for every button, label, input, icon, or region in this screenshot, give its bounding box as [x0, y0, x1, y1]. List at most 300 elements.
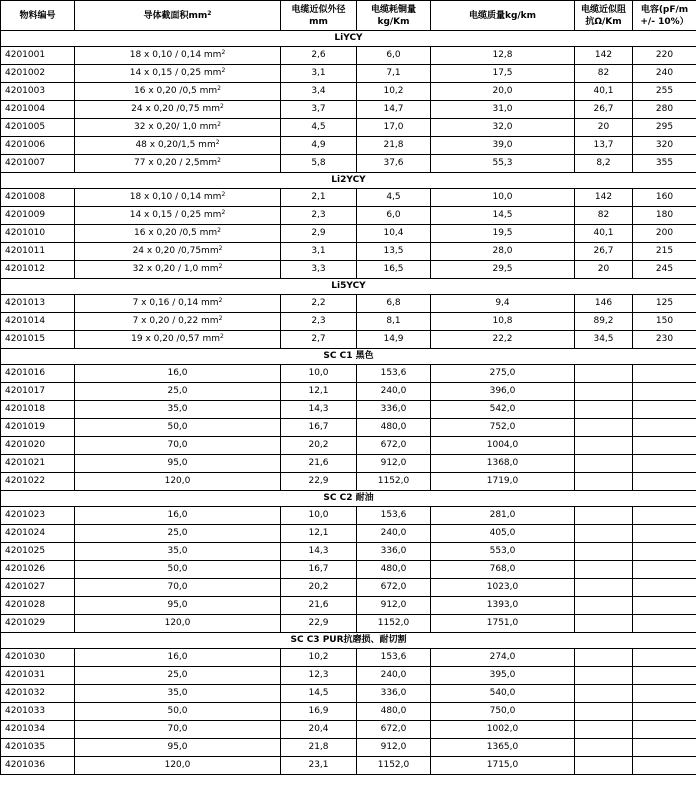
header-section-sup: 2	[207, 9, 212, 17]
cell-resistance	[575, 543, 633, 561]
table-row	[1, 597, 696, 615]
cell-copper: 14,9	[357, 331, 431, 349]
cell-resistance	[575, 365, 633, 383]
table-row	[1, 261, 696, 279]
cell-copper: 912,0	[357, 597, 431, 615]
cell-weight: 281,0	[431, 507, 575, 525]
cell-weight: 29,5	[431, 261, 575, 279]
cell-code: 4201026	[1, 561, 75, 579]
cell-weight: 14,5	[431, 207, 575, 225]
cell-code: 4201027	[1, 579, 75, 597]
cell-section: 95,0	[75, 597, 281, 615]
cell-capacitance: 355	[633, 155, 696, 173]
cell-weight: 553,0	[431, 543, 575, 561]
cell-copper: 240,0	[357, 667, 431, 685]
cell-weight: 1368,0	[431, 455, 575, 473]
cell-section-text: 24 x 0,20 /0,75 mm	[131, 104, 221, 114]
cell-copper: 240,0	[357, 525, 431, 543]
cell-section-text: 14 x 0,15 / 0,25 mm	[129, 210, 222, 220]
table-row	[1, 243, 696, 261]
cell-copper: 336,0	[357, 401, 431, 419]
cell-diameter: 2,9	[281, 225, 357, 243]
cell-section: 25,0	[75, 525, 281, 543]
cell-section-sup: 2	[218, 297, 223, 304]
cell-capacitance: 245	[633, 261, 696, 279]
cell-weight: 32,0	[431, 119, 575, 137]
cell-capacitance: 220	[633, 47, 696, 65]
cell-capacitance: 125	[633, 295, 696, 313]
header-resistance	[575, 1, 633, 31]
cell-section: 50,0	[75, 703, 281, 721]
cell-diameter: 3,4	[281, 83, 357, 101]
cell-diameter: 23,1	[281, 757, 357, 775]
cell-resistance	[575, 685, 633, 703]
cell-copper: 153,6	[357, 507, 431, 525]
cell-code: 4201023	[1, 507, 75, 525]
cell-section: 25,0	[75, 667, 281, 685]
cell-weight: 1751,0	[431, 615, 575, 633]
cell-resistance	[575, 561, 633, 579]
header-diameter-line2: mm	[309, 16, 328, 27]
cell-section	[75, 207, 281, 225]
cell-resistance	[575, 507, 633, 525]
table-row	[1, 579, 696, 597]
cell-copper: 480,0	[357, 703, 431, 721]
header-diameter	[281, 1, 357, 31]
cell-code: 4201020	[1, 437, 75, 455]
cell-weight: 540,0	[431, 685, 575, 703]
header-weight-text: 电缆质量kg/km	[468, 10, 537, 21]
cell-diameter: 2,2	[281, 295, 357, 313]
cell-code: 4201014	[1, 313, 75, 331]
cell-section-text: 14 x 0,15 / 0,25 mm	[129, 68, 222, 78]
cell-diameter: 10,0	[281, 507, 357, 525]
table-body	[1, 31, 696, 775]
cell-section	[75, 189, 281, 207]
cell-section: 25,0	[75, 383, 281, 401]
cell-code: 4201015	[1, 331, 75, 349]
cell-resistance	[575, 721, 633, 739]
table-row	[1, 419, 696, 437]
cell-resistance: 8,2	[575, 155, 633, 173]
cell-capacitance: 180	[633, 207, 696, 225]
cell-section	[75, 225, 281, 243]
cell-diameter: 2,3	[281, 313, 357, 331]
cell-copper: 240,0	[357, 383, 431, 401]
cell-section: 50,0	[75, 419, 281, 437]
cell-code: 4201002	[1, 65, 75, 83]
cell-section-sup: 2	[215, 139, 220, 146]
cell-resistance: 26,7	[575, 101, 633, 119]
section-row	[1, 633, 696, 649]
cell-capacitance	[633, 721, 696, 739]
cell-resistance	[575, 525, 633, 543]
cell-resistance	[575, 579, 633, 597]
cell-copper: 672,0	[357, 721, 431, 739]
header-resistance-line2: 抗Ω/Km	[585, 16, 622, 27]
header-capacitance	[633, 1, 696, 31]
cell-diameter: 20,4	[281, 721, 357, 739]
section-row	[1, 31, 696, 47]
cell-section-text: 7 x 0,16 / 0,14 mm	[132, 298, 219, 308]
table-header	[1, 1, 696, 31]
header-section	[75, 1, 281, 31]
cell-resistance	[575, 383, 633, 401]
cell-capacitance	[633, 401, 696, 419]
cell-weight: 10,8	[431, 313, 575, 331]
cell-capacitance: 200	[633, 225, 696, 243]
cell-diameter: 21,6	[281, 597, 357, 615]
cell-weight: 1715,0	[431, 757, 575, 775]
cell-capacitance: 255	[633, 83, 696, 101]
cell-resistance: 142	[575, 47, 633, 65]
cell-capacitance: 215	[633, 243, 696, 261]
cell-section-sup: 2	[218, 315, 223, 322]
cell-code: 4201017	[1, 383, 75, 401]
cell-resistance	[575, 703, 633, 721]
cell-code: 4201016	[1, 365, 75, 383]
cell-section	[75, 47, 281, 65]
cell-code: 4201007	[1, 155, 75, 173]
cell-diameter: 16,9	[281, 703, 357, 721]
header-copper	[357, 1, 431, 31]
cell-weight: 542,0	[431, 401, 575, 419]
cell-section-text: 18 x 0,10 / 0,14 mm	[129, 50, 222, 60]
cell-diameter: 3,1	[281, 65, 357, 83]
cell-resistance	[575, 667, 633, 685]
table-row	[1, 47, 696, 65]
table-row	[1, 401, 696, 419]
table-row	[1, 739, 696, 757]
cell-copper: 6,0	[357, 207, 431, 225]
cell-resistance	[575, 419, 633, 437]
cell-capacitance: 230	[633, 331, 696, 349]
cell-capacitance: 240	[633, 65, 696, 83]
cell-section-sup: 2	[221, 209, 226, 216]
cell-copper: 336,0	[357, 543, 431, 561]
cell-weight: 1393,0	[431, 597, 575, 615]
table-row	[1, 83, 696, 101]
cell-section	[75, 83, 281, 101]
cell-diameter: 2,3	[281, 207, 357, 225]
cell-copper: 10,4	[357, 225, 431, 243]
cell-section	[75, 101, 281, 119]
cell-resistance	[575, 437, 633, 455]
cell-capacitance	[633, 739, 696, 757]
cell-weight: 1002,0	[431, 721, 575, 739]
cell-section: 16,0	[75, 507, 281, 525]
table-row	[1, 189, 696, 207]
cell-weight: 768,0	[431, 561, 575, 579]
cell-resistance	[575, 455, 633, 473]
cell-capacitance	[633, 455, 696, 473]
cell-resistance	[575, 739, 633, 757]
cell-code: 4201030	[1, 649, 75, 667]
cell-section-text: 19 x 0,20 /0,57 mm	[131, 334, 221, 344]
cell-diameter: 14,3	[281, 401, 357, 419]
cell-capacitance	[633, 383, 696, 401]
cell-capacitance	[633, 579, 696, 597]
section-title: SC C3 PUR抗磨损、耐切割	[1, 633, 696, 649]
cell-diameter: 14,5	[281, 685, 357, 703]
cell-diameter: 20,2	[281, 437, 357, 455]
cell-weight: 55,3	[431, 155, 575, 173]
cell-resistance: 34,5	[575, 331, 633, 349]
cell-section-sup: 2	[217, 85, 221, 92]
cell-resistance: 20	[575, 261, 633, 279]
cell-code: 4201033	[1, 703, 75, 721]
cell-section-text: 77 x 0,20 / 2,5mm	[134, 158, 218, 168]
cell-diameter: 5,8	[281, 155, 357, 173]
cell-section-sup: 2	[217, 121, 221, 128]
cell-section	[75, 65, 281, 83]
cell-diameter: 20,2	[281, 579, 357, 597]
cell-resistance	[575, 649, 633, 667]
cell-weight: 395,0	[431, 667, 575, 685]
cell-section: 16,0	[75, 649, 281, 667]
cell-diameter: 16,7	[281, 419, 357, 437]
cell-capacitance: 280	[633, 101, 696, 119]
cell-weight: 396,0	[431, 383, 575, 401]
cell-section	[75, 261, 281, 279]
cell-copper: 6,0	[357, 47, 431, 65]
table-row	[1, 437, 696, 455]
table-row	[1, 383, 696, 401]
section-row	[1, 349, 696, 365]
cell-code: 4201012	[1, 261, 75, 279]
cell-copper: 14,7	[357, 101, 431, 119]
cell-copper: 21,8	[357, 137, 431, 155]
cell-weight: 1023,0	[431, 579, 575, 597]
cell-weight: 405,0	[431, 525, 575, 543]
cell-section	[75, 137, 281, 155]
cell-section: 16,0	[75, 365, 281, 383]
section-title: Li5YCY	[1, 279, 696, 295]
table-row	[1, 685, 696, 703]
cell-section	[75, 331, 281, 349]
table-row	[1, 757, 696, 775]
table-row	[1, 525, 696, 543]
cell-diameter: 22,9	[281, 473, 357, 491]
cell-code: 4201024	[1, 525, 75, 543]
cell-code: 4201005	[1, 119, 75, 137]
cell-code: 4201018	[1, 401, 75, 419]
cell-section-sup: 2	[221, 191, 226, 198]
cell-code: 4201025	[1, 543, 75, 561]
cell-code: 4201034	[1, 721, 75, 739]
cell-capacitance: 160	[633, 189, 696, 207]
header-copper-line1: 电缆耗铜量	[370, 4, 416, 15]
cell-resistance: 13,7	[575, 137, 633, 155]
section-title: Li2YCY	[1, 173, 696, 189]
cell-copper: 480,0	[357, 561, 431, 579]
cell-capacitance: 295	[633, 119, 696, 137]
cell-copper: 1152,0	[357, 757, 431, 775]
cell-resistance: 146	[575, 295, 633, 313]
cell-copper: 13,5	[357, 243, 431, 261]
cell-section-text: 16 x 0,20 /0,5 mm	[134, 228, 218, 238]
cell-code: 4201004	[1, 101, 75, 119]
cell-weight: 1719,0	[431, 473, 575, 491]
cell-diameter: 22,9	[281, 615, 357, 633]
section-title: SC C2 耐油	[1, 491, 696, 507]
cell-section-sup: 2	[220, 333, 224, 340]
cell-code: 4201008	[1, 189, 75, 207]
cell-resistance	[575, 757, 633, 775]
table-row	[1, 65, 696, 83]
cell-capacitance	[633, 543, 696, 561]
cell-code: 4201028	[1, 597, 75, 615]
cell-section: 35,0	[75, 685, 281, 703]
table-row	[1, 455, 696, 473]
cell-resistance: 20	[575, 119, 633, 137]
cell-code: 4201019	[1, 419, 75, 437]
cell-diameter: 12,1	[281, 525, 357, 543]
cell-resistance: 82	[575, 207, 633, 225]
table-row	[1, 543, 696, 561]
cell-section: 50,0	[75, 561, 281, 579]
cell-capacitance	[633, 649, 696, 667]
cell-diameter: 3,3	[281, 261, 357, 279]
header-diameter-line1: 电缆近似外径	[291, 4, 346, 15]
cell-capacitance	[633, 473, 696, 491]
cell-code: 4201013	[1, 295, 75, 313]
cell-diameter: 2,1	[281, 189, 357, 207]
cell-copper: 4,5	[357, 189, 431, 207]
cell-diameter: 12,3	[281, 667, 357, 685]
cell-capacitance	[633, 685, 696, 703]
cell-copper: 912,0	[357, 739, 431, 757]
cell-code: 4201031	[1, 667, 75, 685]
cell-diameter: 3,7	[281, 101, 357, 119]
header-section-text: 导体截面积mm	[143, 10, 208, 21]
cell-copper: 336,0	[357, 685, 431, 703]
section-title: LiYCY	[1, 31, 696, 47]
table-row	[1, 313, 696, 331]
cell-resistance	[575, 401, 633, 419]
cell-diameter: 4,5	[281, 119, 357, 137]
table-row	[1, 331, 696, 349]
cell-resistance: 82	[575, 65, 633, 83]
table-row	[1, 207, 696, 225]
cell-capacitance	[633, 615, 696, 633]
cell-capacitance: 320	[633, 137, 696, 155]
cell-code: 4201029	[1, 615, 75, 633]
cell-section-sup: 2	[221, 67, 226, 74]
cell-capacitance	[633, 667, 696, 685]
cell-weight: 10,0	[431, 189, 575, 207]
cell-resistance: 40,1	[575, 225, 633, 243]
table-row	[1, 649, 696, 667]
cell-weight: 275,0	[431, 365, 575, 383]
table-row	[1, 365, 696, 383]
cell-resistance: 40,1	[575, 83, 633, 101]
cell-section: 120,0	[75, 473, 281, 491]
cell-code: 4201006	[1, 137, 75, 155]
cell-section-sup: 2	[217, 157, 221, 164]
cell-diameter: 14,3	[281, 543, 357, 561]
cell-code: 4201009	[1, 207, 75, 225]
cell-resistance: 142	[575, 189, 633, 207]
cell-code: 4201010	[1, 225, 75, 243]
cell-section-text: 48 x 0,20/1,5 mm	[135, 140, 216, 150]
cell-section-sup: 2	[220, 103, 224, 110]
cell-section-text: 32 x 0,20/ 1,0 mm	[134, 122, 218, 132]
cell-diameter: 4,9	[281, 137, 357, 155]
header-copper-line2: kg/Km	[377, 16, 410, 27]
table-row	[1, 615, 696, 633]
cell-resistance	[575, 615, 633, 633]
cell-section-sup: 2	[221, 49, 226, 56]
cell-capacitance	[633, 507, 696, 525]
cell-copper: 16,5	[357, 261, 431, 279]
cell-weight: 750,0	[431, 703, 575, 721]
cell-weight: 9,4	[431, 295, 575, 313]
cell-resistance	[575, 597, 633, 615]
table-row	[1, 703, 696, 721]
cell-resistance: 89,2	[575, 313, 633, 331]
section-row	[1, 491, 696, 507]
cell-capacitance: 150	[633, 313, 696, 331]
table-row	[1, 137, 696, 155]
cell-section: 120,0	[75, 615, 281, 633]
cell-weight: 1365,0	[431, 739, 575, 757]
table-row	[1, 155, 696, 173]
cell-section	[75, 155, 281, 173]
cell-copper: 8,1	[357, 313, 431, 331]
cell-code: 4201003	[1, 83, 75, 101]
table-row	[1, 667, 696, 685]
cell-capacitance	[633, 365, 696, 383]
header-row	[1, 1, 696, 31]
cell-diameter: 21,6	[281, 455, 357, 473]
cell-section	[75, 295, 281, 313]
cell-copper: 17,0	[357, 119, 431, 137]
table-row	[1, 721, 696, 739]
cell-diameter: 21,8	[281, 739, 357, 757]
cell-code: 4201011	[1, 243, 75, 261]
table-row	[1, 473, 696, 491]
cell-weight: 752,0	[431, 419, 575, 437]
section-row	[1, 173, 696, 189]
cell-section-text: 16 x 0,20 /0,5 mm	[134, 86, 218, 96]
cell-weight: 274,0	[431, 649, 575, 667]
cell-code: 4201036	[1, 757, 75, 775]
cell-diameter: 3,1	[281, 243, 357, 261]
cell-section: 70,0	[75, 579, 281, 597]
cell-diameter: 2,6	[281, 47, 357, 65]
cell-copper: 153,6	[357, 649, 431, 667]
table-row	[1, 561, 696, 579]
cell-code: 4201022	[1, 473, 75, 491]
table-row	[1, 295, 696, 313]
cell-weight: 28,0	[431, 243, 575, 261]
header-resistance-line1: 电缆近似阻	[580, 4, 626, 15]
cell-section	[75, 243, 281, 261]
cell-section	[75, 119, 281, 137]
table-row	[1, 101, 696, 119]
cell-section: 35,0	[75, 401, 281, 419]
cell-diameter: 12,1	[281, 383, 357, 401]
cell-copper: 672,0	[357, 579, 431, 597]
cell-copper: 10,2	[357, 83, 431, 101]
cell-section-text: 7 x 0,20 / 0,22 mm	[132, 316, 219, 326]
header-code	[1, 1, 75, 31]
cell-section: 95,0	[75, 739, 281, 757]
cell-section-text: 32 x 0,20 / 1,0 mm	[132, 264, 219, 274]
cell-weight: 20,0	[431, 83, 575, 101]
table-row	[1, 225, 696, 243]
